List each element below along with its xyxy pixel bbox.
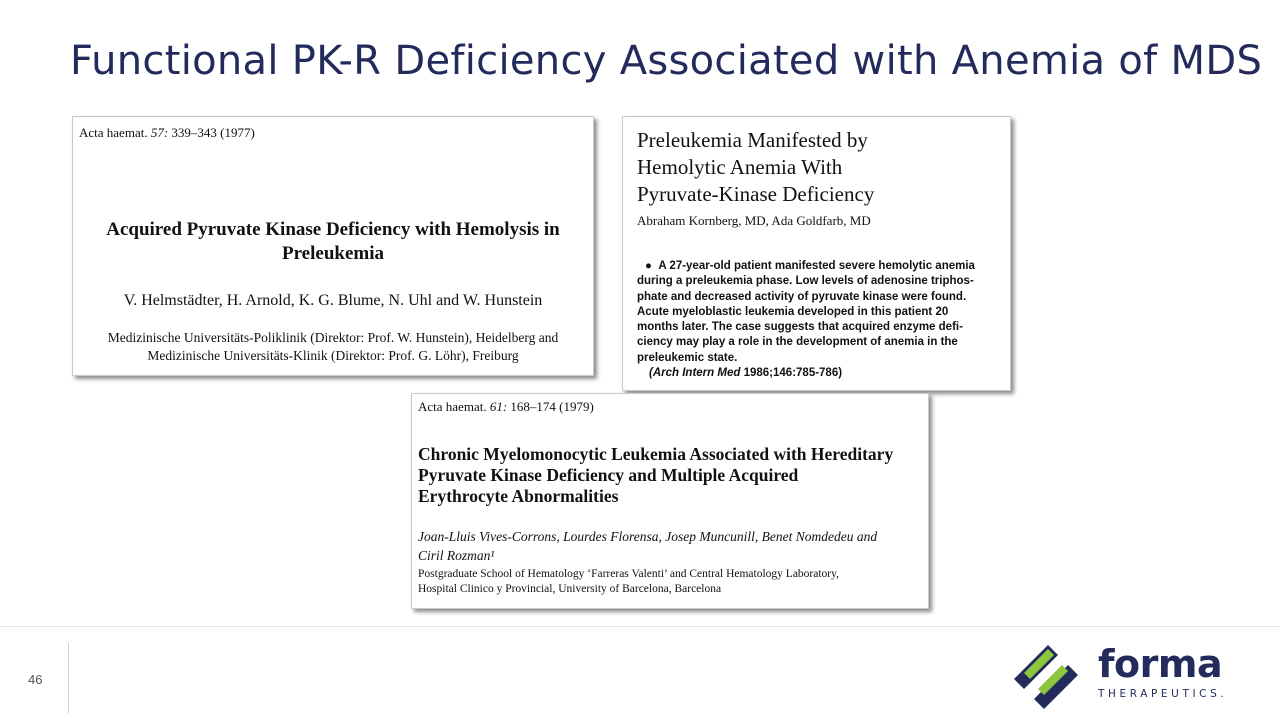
abstract-line (645, 259, 997, 274)
affiliation-line: Hospital Clinico y Provincial, University of Barcelona, Barcelona (418, 583, 722, 595)
abstract-line: months later. The case suggests that acquired enzyme defi- (637, 321, 963, 334)
brand-subtitle: THERAPEUTICS. (1098, 688, 1228, 700)
journal-pages: 339–343 (1977) (171, 125, 255, 140)
abstract-reference: (Arch Intern Med 1986;146:785-786) (649, 367, 843, 380)
paper-authors: V. Helmstädter, H. Arnold, K. G. Blume, N. Uhl and W. Hunstein (123, 292, 543, 309)
paper-title-line: Chronic Myelomonocytic Leukemia Associated with Hereditary (418, 444, 894, 464)
authors-line: Joan-Lluis Vives-Corrons, Lourdes Florensa, Josep Muncunill, Benet Nomdedeu and (418, 529, 878, 544)
paper-abstract (637, 259, 997, 381)
reference-journal: Arch Intern Med (652, 367, 741, 380)
abstract-line: preleukemic state. (637, 351, 738, 364)
paper-excerpt-cmml-hereditary-pk-deficiency (411, 393, 929, 609)
paper-affiliation (418, 567, 839, 597)
paper-excerpt-preleukemia-hemolytic-anemia (622, 116, 1011, 391)
reference-detail: 1986;146:785-786) (743, 367, 843, 380)
paper-authors (418, 527, 922, 565)
abstract-text: A 27-year-old patient manifested severe hemolytic anemia (658, 260, 975, 272)
authors-line: Ciril Rozman¹ (418, 548, 495, 563)
affiliation-line: Medizinische Universitäts-Klinik (Direktor: Prof. G. Löhr), Freiburg (147, 348, 519, 363)
paper-title (73, 218, 593, 266)
paper-excerpt-acquired-pk-deficiency (72, 116, 594, 376)
paper-title (418, 444, 893, 507)
page-number: 46 (28, 672, 43, 687)
slide-title: Functional PK-R Deficiency Associated with Anemia of MDS (70, 38, 1263, 84)
paper-title-line: Erythrocyte Abnormalities (418, 486, 619, 506)
journal-pages: 168–174 (1979) (510, 399, 594, 414)
journal-citation (418, 399, 594, 415)
abstract-line: ciency may play a role in the development of anemia in the (637, 336, 958, 349)
paper-title-line: Preleukemia (281, 243, 384, 264)
journal-name: Acta haemat. (418, 399, 487, 414)
paper-title-line: Pyruvate Kinase Deficiency and Multiple Acquired (418, 465, 799, 485)
paper-authors: Abraham Kornberg, MD, Ada Goldfarb, MD (637, 213, 871, 228)
journal-volume: 57: (150, 125, 169, 140)
paper-title (637, 127, 874, 208)
abstract-line: during a preleukemia phase. Low levels of adenosine triphos- (637, 275, 974, 288)
paper-title-line: Acquired Pyruvate Kinase Deficiency with Hemolysis in (106, 219, 560, 240)
footer-divider (0, 626, 1280, 627)
paper-title-line: Preleukemia Manifested by (637, 128, 868, 152)
abstract-line: Acute myeloblastic leukemia developed in this patient 20 (637, 305, 949, 318)
affiliation-line: Postgraduate School of Hematology ‘Farreras Valenti’ and Central Hematology Laboratory, (418, 568, 840, 580)
journal-volume: 61: (489, 399, 508, 414)
affiliation-line: Medizinische Universitäts-Poliklinik (Direktor: Prof. W. Hunstein), Heidelberg and (107, 330, 559, 345)
journal-name: Acta haemat. (79, 125, 148, 140)
paper-affiliation (73, 329, 593, 365)
footer-vertical-divider (68, 643, 69, 713)
journal-citation (79, 125, 255, 141)
brand-name: forma (1098, 642, 1223, 686)
paper-title-line: Pyruvate-Kinase Deficiency (637, 182, 875, 206)
paper-title-line: Hemolytic Anemia With (637, 155, 843, 179)
bullet-icon: ● (645, 260, 659, 272)
abstract-line: phate and decreased activity of pyruvate kinase were found. (637, 290, 967, 303)
